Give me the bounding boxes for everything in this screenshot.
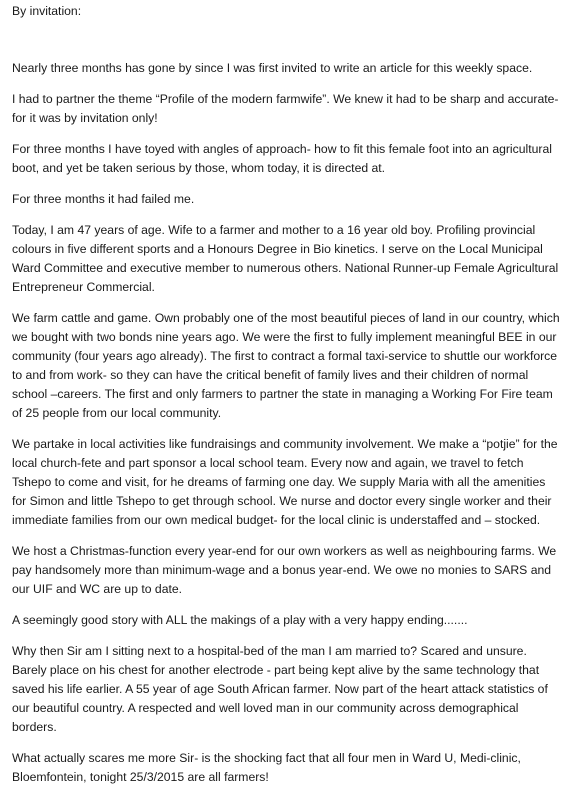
document-heading: By invitation: xyxy=(12,4,82,18)
paragraph-theme: I had to partner the theme “Profile of the modern farmwife”. We knew it had to be sharp and accurate- for it was by invitation only! xyxy=(12,92,559,125)
paragraph-closing: What actually scares me more Sir- is the shocking fact that all four men in Ward U, Medi-clinic, Bloemfontein, tonight 25/3/2015 are all farmers! xyxy=(12,751,521,784)
paragraph-farm: We farm cattle and game. Own probably one of the most beautiful pieces of land in our country, which we bought with two bonds nine years ago. We were the first to fully implement meaningful BEE in our community (four years ago already). The first to contract a formal taxi-service to shuttle our workforce to and from work- so they can have the critical benefit of family lives and their children of normal school –careers. The first and only farmers to partner the state in managing a Working For Fire team of 25 people from our local community. xyxy=(12,311,560,420)
paragraph-failed: For three months it had failed me. xyxy=(12,192,195,206)
paragraph-community: We partake in local activities like fundraisings and community involvement. We make a “potjie” for the local church-fete and part sponsor a local school team. Every now and again, we travel to fetch Tshepo to come and visit, for he dreams of farming one day. We supply Maria with all the amenities for Simon and little Tshepo to get through school. We nurse and doctor every single worker and their immediate families from our own medical budget- for the local clinic is understaffed and – stocked. xyxy=(12,437,558,527)
paragraph-story: A seemingly good story with ALL the makings of a play with a very happy ending....... xyxy=(12,613,468,627)
paragraph-approach: For three months I have toyed with angles of approach- how to fit this female foot into an agricultural boot, and yet be taken serious by those, whom today, it is directed at. xyxy=(12,142,552,175)
paragraph-hospital: Why then Sir am I sitting next to a hospital-bed of the man I am married to? Scared and unsure. Barely place on his chest for another electrode - part being kept alive by the same technology that saved his life earlier. A 55 year of age South African farmer. Now part of the heart attack statistics of our beautiful country. A respected and well loved man in our community across demographical borders. xyxy=(12,644,548,734)
paragraph-profile: Today, I am 47 years of age. Wife to a farmer and mother to a 16 year old boy. Profiling provincial colours in five different sports and a Honours Degree in Bio kinetics. I serve on the Local Municipal Ward Committee and executive member to numerous others. National Runner-up Female Agricultural Entrepreneur Commercial. xyxy=(12,223,559,294)
paragraph-workers: We host a Christmas-function every year-end for our own workers as well as neighbouring farms. We pay handsomely more than minimum-wage and a bonus year-end. We owe no monies to SARS and our UIF and WC are up to date. xyxy=(12,544,557,596)
paragraph-opening: Nearly three months has gone by since I was first invited to write an article for this weekly space. xyxy=(12,61,533,75)
